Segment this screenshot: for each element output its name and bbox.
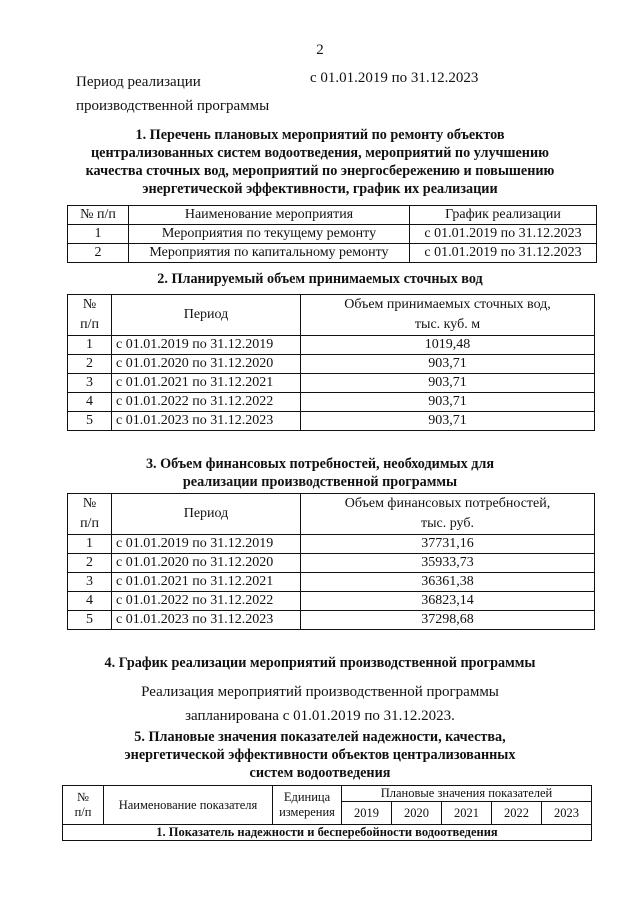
cell-value: 903,71 [301,355,595,374]
table-header-row [68,295,595,336]
table-header-row [63,786,592,802]
subheading-row: 1. Показатель надежности и бесперебойности водоотведения [63,825,592,841]
column-header: Период [112,494,301,535]
section1-title [0,126,640,198]
table-row [68,355,595,374]
cell-value: 903,71 [301,393,595,412]
cell-number: 3 [68,374,112,393]
table-row [68,412,595,431]
section4-text [0,680,640,728]
table-header-row [68,206,597,225]
year-header: 2020 [391,802,441,825]
column-header: Плановые значения показателей [342,786,592,802]
cell-period: с 01.01.2019 по 31.12.2019 [112,535,301,554]
cell-number: 1 [68,336,112,355]
column-header: Наименование показателя [104,786,273,825]
cell-value: 36361,38 [301,573,595,592]
column-header-line: Объем финансовых потребностей, [344,496,551,511]
wastewater-volume-table [67,294,595,431]
period-label-line: производственной программы [76,98,270,114]
indicators-table [62,785,592,841]
cell-number: 1 [68,535,112,554]
column-header [63,786,104,825]
cell-schedule: с 01.01.2019 по 31.12.2023 [410,244,597,263]
column-header [301,494,595,535]
section5-title [0,728,640,782]
column-header [68,494,112,535]
section3-title [0,455,640,491]
column-header-line: тыс. руб. [421,516,474,531]
column-header-line: № [82,496,97,511]
column-header-line: Единица [283,790,331,804]
cell-number: 2 [68,554,112,573]
section1-title-line: качества сточных вод, мероприятий по энергосбережению и повышению [85,163,555,179]
cell-value: 903,71 [301,412,595,431]
table-row [68,225,597,244]
cell-measure: Мероприятия по капитальному ремонту [129,244,410,263]
measures-table [67,205,597,263]
section3-title-line: 3. Объем финансовых потребностей, необходимых для [145,456,495,472]
section1-title-line: 1. Перечень плановых мероприятий по ремонту объектов [135,127,505,143]
table-header-row [68,494,595,535]
section4-title: 4. График реализации мероприятий производственной программы [104,655,536,671]
section4-text-line: Реализация мероприятий производственной программы [141,684,499,700]
cell-value: 37731,16 [301,535,595,554]
table-row [68,573,595,592]
cell-number: 5 [68,412,112,431]
section1-title-line: энергетической эффективности, график их реализации [142,181,498,197]
cell-period: с 01.01.2020 по 31.12.2020 [112,355,301,374]
cell-period: с 01.01.2023 по 31.12.2023 [112,611,301,630]
column-header-line: измерения [279,805,335,819]
cell-value: 35933,73 [301,554,595,573]
table-row [68,535,595,554]
cell-period: с 01.01.2022 по 31.12.2022 [112,393,301,412]
cell-number: 1 [68,225,129,244]
financial-needs-table [67,493,595,630]
section4-text-line: запланирована с 01.01.2019 по 31.12.2023. [185,708,455,724]
year-header: 2019 [342,802,392,825]
column-header: Наименование мероприятия [129,206,410,225]
cell-period: с 01.01.2021 по 31.12.2021 [112,573,301,592]
year-header: 2023 [541,802,591,825]
table-row [68,336,595,355]
period-value: с 01.01.2019 по 31.12.2023 [310,70,479,86]
section1-title-line: централизованных систем водоотведения, мероприятий по улучшению [90,145,550,161]
column-header-line: п/п [74,805,92,819]
table-row [68,592,595,611]
column-header: Период [112,295,301,336]
cell-value: 903,71 [301,374,595,393]
section2-title: 2. Планируемый объем принимаемых сточных вод [157,271,483,287]
period-label-line: Период реализации [76,74,201,90]
cell-period: с 01.01.2019 по 31.12.2019 [112,336,301,355]
period-label [76,70,269,118]
table-row [68,393,595,412]
column-header-line: Объем принимаемых сточных вод, [344,297,551,312]
cell-number: 3 [68,573,112,592]
cell-value: 37298,68 [301,611,595,630]
column-header [301,295,595,336]
cell-number: 2 [68,355,112,374]
cell-value: 36823,14 [301,592,595,611]
table-row [68,554,595,573]
column-header [68,295,112,336]
cell-number: 4 [68,592,112,611]
cell-number: 5 [68,611,112,630]
table-row [68,374,595,393]
cell-period: с 01.01.2022 по 31.12.2022 [112,592,301,611]
column-header-line: № [77,790,89,804]
page-number: 2 [316,42,324,58]
column-header-line: № [82,297,97,312]
section5-title-line: энергетической эффективности объектов централизованных [124,747,516,763]
cell-number: 2 [68,244,129,263]
cell-number: 4 [68,393,112,412]
table-row [68,244,597,263]
cell-measure: Мероприятия по текущему ремонту [129,225,410,244]
cell-period: с 01.01.2023 по 31.12.2023 [112,412,301,431]
year-header: 2021 [441,802,491,825]
table-row [68,611,595,630]
section5-title-line: 5. Плановые значения показателей надежности, качества, [134,729,506,745]
column-header-line: п/п [80,317,99,332]
cell-period: с 01.01.2021 по 31.12.2021 [112,374,301,393]
section5-title-line: систем водоотведения [249,765,391,781]
column-header-line: тыс. куб. м [414,317,481,332]
section3-title-line: реализации производственной программы [182,474,458,490]
table-row [63,825,592,841]
cell-period: с 01.01.2020 по 31.12.2020 [112,554,301,573]
cell-schedule: с 01.01.2019 по 31.12.2023 [410,225,597,244]
column-header: № п/п [68,206,129,225]
column-header-line: п/п [80,516,99,531]
year-header: 2022 [491,802,541,825]
column-header [273,786,342,825]
cell-value: 1019,48 [301,336,595,355]
column-header: График реализации [410,206,597,225]
